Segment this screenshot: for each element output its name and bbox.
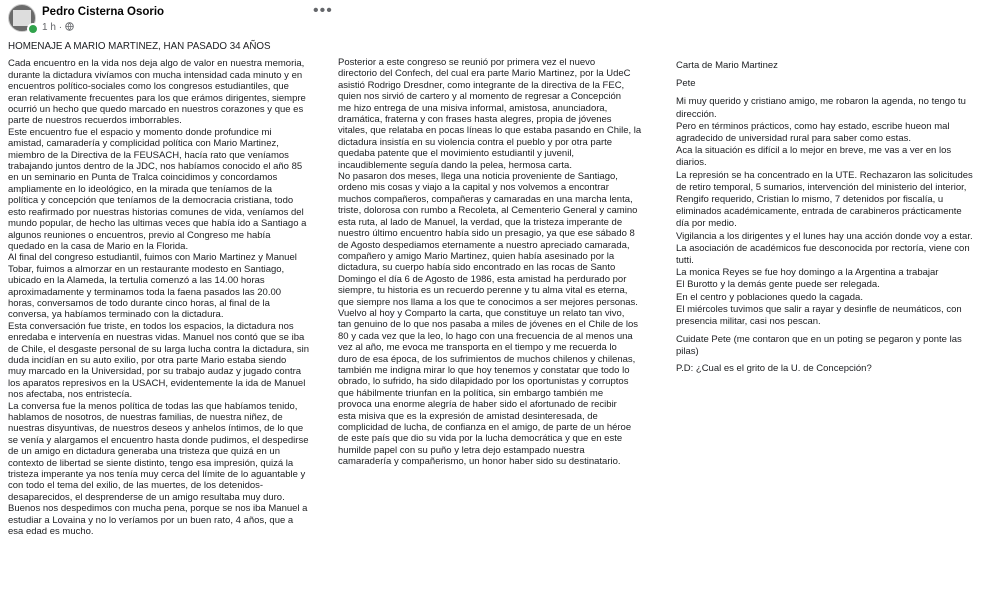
letter-heading: Carta de Mario Martinez xyxy=(676,60,778,71)
column-1-text: Cada encuentro en la vida nos deja algo de valor en nuestra memoria, durante la dictadura vivíamos con mucha intensidad cada minuto y en encuentros político-sociales como los congresos estudiantiles, que eran relativamente frecuentes para los que erámos dirigentes, siempre ocurrió un hecho que quedo marcado en nuestros corazones y que es parte de nuestros recuerdos imborrables. Este encuentro fue el espacio y momento donde profundice mi amistad, camaradería y complicidad política con Mario Martinez, miembro de la Directiva de la FEUSACH, hacía rato que veníamos trabajando juntos dentro de la JDC, nos habíamos conocido el año 85 en un seminario en Punta de Tralca coincidimos y concordamos ampliamente en lo ideológico, en la mirada que teníamos de la política y concepción que teníamos de la democracia cristiana, todo esto reafirmado por nuestras historias comunes de vida, veníamos del mundo popular, de hecho las ultimas veces que había ido a Santiago a algunos reuniones o encuentros, previo al Congreso me había quedado en la casa de Mario en la Florida. Al final del congreso estudiantil, fuimos con Mario Martinez y Manuel Tobar, fuimos a almorzar en un restaurante modesto en Santiago, ubicado en la Alameda, la tertulia comenzó a las 14.00 horas aproximadamente y terminamos toda la faena pasados las 20.00 horas, conversamos de todo durante cinco horas, al final de la conversa, ya habíamos terminado con la dictadura. Esta conversación fue triste, en todos los espacios, la dictadura nos enredaba e intervenía en nuestras vidas. Manuel nos contó que se iba de Chile, el desgaste personal de su larga lucha contra la dictadura, sin duda incidían en su auto exilio, por otra parte Mario estaba siendo muy marcado en la Universidad, por su trabajo audaz y jugado contra los aparatos represivos en la USACH, evidentemente la ida de Manuel nos afectaba, nos entristecía. La conversa fue la menos política de todas las que habíamos tenido, hablamos de nosotros, de nuestras familias, de nuestra niñez, de nuestras disyuntivas, de nuestros deseos y anhelos íntimos, de lo que se venía y alargamos el encuentro hasta donde pudimos, el despedirse de un amigo en dictadura generaba una tristeza que quizá en un contexto de libertad se siente distinto, tengo esa impresión, quizá la tristeza imperante ya nos tenía muy cerca del límite de lo aguantable y con todo el tema del exilio, de las muertes, de los detenidos- desaparecidos, el desprenderse de un amigo resultaba muy duro. Buenos nos despedimos con mucha pena, porque se nos iba Manuel a estudiar a Lovaina y no lo veríamos por un buen rato, 4 años, que a esa edad es mucho. xyxy=(8,58,310,538)
post-header xyxy=(8,4,338,36)
letter-postscript: P.D: ¿Cual es el grito de la U. de Concepción? xyxy=(676,362,872,374)
post-meta xyxy=(42,22,74,33)
dot-separator: · xyxy=(58,22,63,33)
letter-greeting: Pete xyxy=(676,78,696,90)
more-horizontal-icon[interactable]: ••• xyxy=(313,2,333,19)
letter-column-3 xyxy=(676,60,986,375)
author-name[interactable]: Pedro Cisterna Osorio xyxy=(42,6,165,18)
globe-icon xyxy=(65,22,74,33)
letter-body: Mi muy querido y cristiano amigo, me robaron la agenda, no tengo tu dirección. Pero en términos prácticos, como hay estado, escribe hueon mal agradecido de universidad rural para saber como estas. Aca la situación es difícil a lo mejor en breve, me vas a ver en los diarios. La represión se ha concentrado en la UTE. Rechazaron las solicitudes de retiro temporal, 5 sumarios, intervención del ministerio del interior, Rengifo requerido, Cristian lo mismo, 7 detenidos por fiscalía, u eliminados académicamente, entrada de carabineros prácticamente día por medio. Vigilancia a los dirigentes y el lunes hay una acción donde voy a estar. La asociación de académicos fue desconocida por rectoría, viene con tutti. La monica Reyes se fue hoy domingo a la Argentina a trabajar El Burotto y la demás gente puede ser relegada. En el centro y poblaciones quedo la cagada. El miércoles tuvimos que salir a rayar y desinfle de neumáticos, con presencia militar, casi nos pescan. xyxy=(676,96,973,328)
letter-column-1 xyxy=(8,41,338,537)
letter-column-2 xyxy=(338,57,662,468)
column-2-text: Posterior a este congreso se reunió por primera vez el nuevo directorio del Confech, del cual era parte Mario Martinez, por la UdeC asistió Rodrigo Dresdner, como integrante de la directiva de la FEC, quien nos sirvió de cartero y al momento de regresar a Concepción me hizo entrega de una misiva informal, amistosa, anunciadora, dramática, fraterna y con frases hasta alegres, propia de jóvenes vitales, que relataba en pocas líneas lo que estaba pasando en Chile, la dictadura insistía en su violencia contra el pueblo y por otra parte quedaba patente que el movimiento estudiantil y juvenil, incaudiblemente seguía dando la pelea, hermosa carta. No pasaron dos meses, llega una noticia proveniente de Santiago, ordeno mis cosas y viajo a la capital y nos volvemos a encontrar muchos compañeros, compañeras y camaradas en una marcha lenta, triste, dolorosa con rumbo a Recoleta, al Cementerio General y camino esta ruta, al lado de Manuel, la verdad, que la tristeza imperante de nuestro último encuentro había sido un presagio, ya que ese sábado 8 de Agosto despediamos eternamente a nuestro apreciado camarada, compañero y amigo Mario Martinez, quien había asesinado por la dictadura, su cuerpo había sido encontrado en las rocas de Santo Domingo el día 6 de Agosto de 1986, esta amistad ha perdurado por siempre, tu historia es un recuerdo perenne y tu alma vital es eterna, que siempre nos llama a los que te conocimos a ser mejores personas. Vuelvo al hoy y Comparto la carta, que constituye un relato tan vivo, tan genuino de lo que nos pasaba a miles de jóvenes en el Chile de los 80 y cada vez que la leo, lo hago con una frecuencia de al menos una vez al año, me evoca me transporta en el tiempo y me recuerda lo duro de esa época, de los sufrimientos de muchos chilenos y chilenas, también me indigna mirar lo que hoy tenemos y constatar que todo lo obrado, lo sufrido, ha sido dilapidado por los oportunistas y corruptos que hábilmente triunfan en la política, sin embargo también me provoca una enorme alegría de haber sido el afortunado de recibir esta misiva que es la expresión de amistad desinteresada, de complicidad de lucha, de confianza en el amigo, de parte de un héroe de este país que dio su vida por la lucha democrática y que en este humilde papel con su puño y letra dejo estampado nuestra camaradería y compañerismo, un honor haber sido su destinatario. xyxy=(338,57,642,468)
post-time[interactable]: 1 h xyxy=(42,22,56,33)
post-title: HOMENAJE A MARIO MARTINEZ, HAN PASADO 34 AÑOS xyxy=(8,41,271,52)
letter-closing: Cuidate Pete (me contaron que en un poting se pegaron y ponte las pilas) xyxy=(676,334,962,358)
online-status-dot xyxy=(27,23,39,35)
